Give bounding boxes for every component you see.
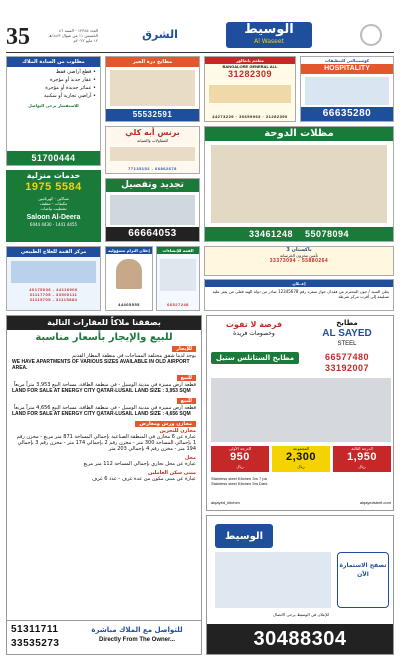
ad-title: القمة للإنشاءات <box>157 247 199 254</box>
price-box <box>272 446 330 472</box>
section-subhead: مبنى سكن العاملين <box>147 470 196 476</box>
ad-cta-en: Directly From The Owner... <box>98 637 176 643</box>
ad-title: برنس أبه كلي <box>125 128 180 137</box>
ad-phone: 66862678 - 77135152 <box>128 166 177 171</box>
section-tag: للبيع <box>177 375 196 381</box>
ad-title: تجديد وتفصيل <box>106 179 199 192</box>
ad-subtitle: HOSPITALITY <box>301 64 393 74</box>
promo-text-2: وخصومات فريدة <box>233 330 275 337</box>
ad-kitchens-durrat <box>105 56 200 122</box>
ad-title: إعلان التزام مسؤولية <box>106 247 152 254</box>
ad-hospitality-cleaning <box>300 56 394 122</box>
ad-image <box>110 147 195 161</box>
waseet-brand: الوسيط <box>224 531 264 542</box>
ad-phones-small: 4455 1441 · 4430 6044 <box>29 222 78 227</box>
price-value: 2,300 <box>285 451 317 463</box>
ad-phone: 51311711 <box>11 624 59 635</box>
price-box <box>211 446 269 472</box>
section-text: عبارة عن 6 مخازن في المنطقة الصناعية بإجمالي المساحة 871 متر مربع - مخزن رقم 1 بإجمالي المساحة 300 متر - مخزن رقم 2 بإجمالي 174 متر - مخزن رقم 3 بإجمالي 194 متر - مخزن رقم 4 بإجمالي 203 متر <box>16 434 196 452</box>
ad-phone: 33535273 <box>11 638 60 649</box>
ad-phone: 51700444 <box>7 151 100 165</box>
brand-ar: مطابخ <box>336 319 358 327</box>
ad-phone: 66577480 <box>324 352 370 362</box>
ad-image <box>211 145 387 223</box>
section-text-en: WE HAVE APARTMENTS OF VARIOUS SIZES AVAILABLE IN OLD AIRPORT AREA. <box>12 359 190 371</box>
ad-phone: 66664053 <box>106 227 199 241</box>
ad-title: مظلات الدوحة <box>205 127 393 141</box>
ad-image <box>215 552 331 608</box>
ad-body: يعلن السيد / جون المحترم عن فقدان جواز سفره رقم 12345678 صادر من دولة الهند فعلى من يعثر عليه تسليمه إلى أقرب مركز شرطة <box>212 289 389 299</box>
ad-owners-wanted <box>6 56 101 166</box>
ad-waseet-house <box>206 515 394 655</box>
header-brand-small: الشرق <box>142 28 178 41</box>
ad-image <box>305 77 389 105</box>
section-tag: للبيع <box>177 398 196 404</box>
ad-subtitle: تأمين مخزون الخرسانة <box>279 253 319 258</box>
section-subhead: مخازن للتخزين <box>159 428 196 434</box>
ad-title: مطعم بانغالور <box>205 57 295 64</box>
ad-phone: 55532591 <box>106 109 199 121</box>
ad-phone-main: 31282309 <box>227 69 273 79</box>
ad-prince-contracting <box>105 126 200 174</box>
section-text: عبارة عن محل تجاري بإجمالي المساحة 112 متر مربع <box>83 461 196 467</box>
ad-item: • قطع أراضي فقط <box>55 69 96 75</box>
ad-subtitle: BANGALORE GENERAL ALL <box>222 64 278 69</box>
ad-alqimma-construction <box>156 246 200 311</box>
ad-phone-line: 33500111 - 31117705 <box>29 292 78 297</box>
ad-banner: بصفقنا ملاكاً للعقارات التالية <box>7 316 201 330</box>
price-label: الدرجة الأولى <box>228 446 252 451</box>
ad-phone: 55078094 <box>305 229 350 239</box>
ad-doha-canopies <box>204 126 394 242</box>
header-brand-main: الوسيط <box>244 22 294 37</box>
ad-phone-line: 44116906 - 40175036 <box>29 287 78 292</box>
section-text: قطعة أرض مميزة في مدينة الوسيل - في منطقة الطاقة، مساحة البيع 4,656 متراً مربعاً <box>13 405 196 411</box>
price-currency: ريال <box>236 464 244 469</box>
ad-phone: 66527248 <box>167 302 189 307</box>
ad-responsibility-notice <box>105 246 153 311</box>
ad-phone: 5584 1975 <box>25 181 82 193</box>
service-item: سباكين - كهربائيين <box>38 196 69 201</box>
price-currency: ريال <box>358 464 366 469</box>
ad-phone: 44273229 <box>212 114 235 119</box>
header-brand <box>226 22 312 48</box>
social-handle: alqayed_kitchen <box>211 499 240 505</box>
logo-circle-icon <box>360 24 382 46</box>
ad-headline: مطابخ الستانلس ستيل <box>211 352 299 364</box>
ad-image <box>211 378 391 442</box>
ad-item: • عمائر جديدة أو مؤجرة <box>45 85 96 91</box>
issue-info <box>44 28 98 48</box>
section-text-en: LAND FOR SALE AT ENERGY CITY QATAR-LUSAIL LAND SIZE : 3,953 SQM <box>12 388 191 394</box>
ad-phone: 55880264 - 33373094 <box>269 258 329 264</box>
ad-item: • أراضي تجارية أو سكنية <box>44 93 96 99</box>
section-tag: مخازن ورش ومعارض <box>135 421 196 427</box>
ad-image <box>11 261 96 283</box>
ad-phone: 66635280 <box>301 107 393 121</box>
ad-image <box>160 259 196 291</box>
ad-title: مطلوب من السادة الملاك <box>7 57 100 67</box>
ad-home-services <box>6 170 101 242</box>
price-currency: ريال <box>297 464 305 469</box>
ad-stainless-kitchens <box>206 315 394 511</box>
ad-item: • عقار جديد أو مؤجرة <box>49 77 96 83</box>
ad-title: مطابخ درة الخير <box>106 57 199 67</box>
section-text: قطعة أرض مميزة في مدينة الوسيل - في منطقة الطاقة، مساحة البيع 3,953 متراً مربعاً <box>13 382 196 388</box>
price-value: 1,950 <box>346 451 378 463</box>
ad-renovation <box>105 178 200 242</box>
person-photo <box>116 259 142 289</box>
price-label: الدرجة الثالثة <box>351 446 373 451</box>
ad-phone-line: 31115884 - 31115705 <box>29 297 78 302</box>
brand-en: AL SAYED <box>322 328 372 339</box>
brand-sub: STEEL <box>337 341 357 347</box>
ad-phone: 30659963 <box>239 114 261 119</box>
website-link: alqayedsteel.com <box>359 499 391 505</box>
ad-image <box>209 85 291 103</box>
ad-image <box>110 70 195 106</box>
ad-headline: للبيع والإيجار بأسعار مناسبة <box>35 332 173 343</box>
ad-title: باكستان 3 <box>286 247 312 253</box>
ad-title: إعــلان <box>205 280 393 287</box>
section-text: عبارة عن مبنى مكون من عدة غرف - عدد 6 غرف <box>92 476 196 482</box>
spec-line: Stainless steel Kitchen 5m Dark <box>211 481 268 486</box>
ad-footer <box>7 620 201 654</box>
ad-subtitle: للمقاولات والصيانة <box>137 138 168 143</box>
ad-title: مركز القمة للعلاج الطبيعي <box>7 247 100 257</box>
price-box <box>333 446 391 472</box>
service-item: مكيفات - تنظيف <box>39 201 68 206</box>
service-item: تشطيب بياضات <box>40 206 67 211</box>
ad-phone: 33461248 <box>248 229 293 239</box>
price-value: 950 <box>230 451 250 463</box>
ad-cta: للتواصل مع الملاك مباشرة <box>91 626 183 634</box>
ad-phone: 30488304 <box>207 624 393 654</box>
ad-pakistan-concrete <box>204 246 394 276</box>
ad-title: كوسيبتالتي للتنظيفات <box>324 58 370 63</box>
ad-phone: 44405555 <box>118 302 140 307</box>
ad-lost-passport-notice <box>204 279 394 311</box>
section-tag: للإيجار <box>172 346 196 352</box>
section-text: يوجد لدينا شقق مختلفة المساحات في منطقة المطار القديم <box>72 353 196 359</box>
ad-title: خدمات منزلية <box>26 171 81 180</box>
ad-phone: 33192007 <box>324 363 370 373</box>
section-text-en: LAND FOR SALE AT ENERGY CITY QATAR-LUSAIL LAND SIZE : 4,656 SQM <box>12 411 191 417</box>
issue-info-line: العدد ١٢٣٤٥ - السنة ٤٦ <box>59 28 98 33</box>
ad-business-name: Saloon Al-Deera <box>26 214 81 221</box>
ad-image <box>110 195 195 225</box>
issue-info-line: الخميس ١١ من شوال ١٤٤٣هـ <box>48 33 98 38</box>
section-subhead: محل <box>184 455 196 461</box>
issue-info-line: ١٢ مايو ٢٠٢٢م <box>73 38 98 43</box>
header-brand-tag: Al Waseet <box>254 38 284 45</box>
promo-text: فرصة لا تفوت <box>225 320 283 329</box>
spec-line: Stainless steel Kitchen 3m 7 pa <box>211 476 267 481</box>
header-rule <box>6 52 394 53</box>
waseet-logo <box>215 524 273 548</box>
ad-line: تصفح الاستمارة الآن <box>339 562 387 578</box>
ad-bangalore-restaurant: مطعم بانغالور BANGALORE GENERAL ALL 31282309 21282390 · 30659963 · 44273229 <box>204 56 296 122</box>
ad-note: للإعلان في الوسيط يرجى الاتصال <box>273 612 329 617</box>
ad-property-owner <box>6 315 202 655</box>
page-number: 35 <box>6 24 30 50</box>
ad-physio-center <box>6 246 101 311</box>
price-label: المجموعة <box>292 446 310 451</box>
ad-phone: 21282390 <box>265 114 288 119</box>
ad-contact: للاستفسار يرجى التواصل <box>28 103 79 108</box>
